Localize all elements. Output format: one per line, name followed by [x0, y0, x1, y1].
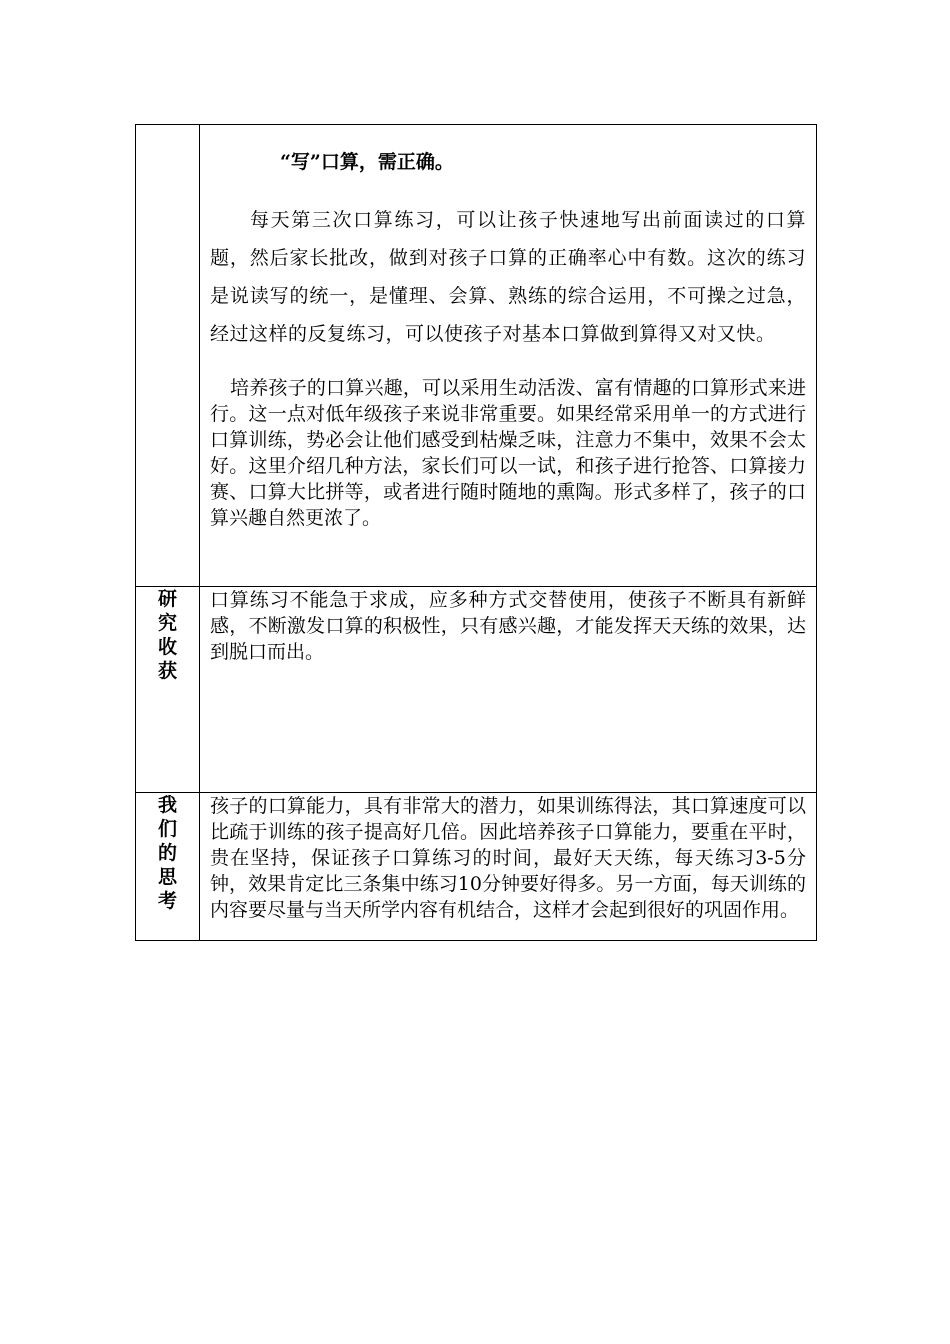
row-label-empty [136, 125, 200, 587]
document-table [135, 124, 817, 941]
row-label-research-gains [136, 587, 200, 793]
research-gains-content-cell [200, 587, 817, 793]
our-thoughts-label: 我们的思考 [157, 794, 177, 912]
research-gains-text: 口算练习不能急于求成，应多种方式交替使用，使孩子不断具有新鲜感，不断激发口算的积极性，只有感兴趣，才能发挥天天练的效果，达到脱口而出。 [210, 589, 806, 663]
paragraph-interest: 培养孩子的口算兴趣，可以采用生动活泼、富有情趣的口算形式来进行。这一点对低年级孩子来说非常重要。如果经常采用单一的方式进行口算训练，势必会让他们感受到枯燥乏味，注意力不集中，效果不会太好。这里介绍几种方法，家长们可以一试，和孩子进行抢答、口算接力赛、口算大比拼等，或者进行随时随地的熏陶。形式多样了，孩子的口算兴趣自然更浓了。 [210, 377, 806, 529]
table-row-research-gains [136, 587, 817, 793]
practice-content-cell [200, 125, 817, 587]
section-heading: “写”口算，需正确。 [280, 151, 454, 173]
paragraph-write-practice: 每天第三次口算练习，可以让孩子快速地写出前面读过的口算题，然后家长批改，做到对孩子口算的正确率心中有数。这次的练习是说读写的统一，是懂理、会算、熟练的综合运用，不可操之过急，经过这样的反复练习，可以使孩子对基本口算做到算得又对又快。 [210, 209, 806, 345]
table-row-practice [136, 125, 817, 587]
research-gains-label: 研究收获 [157, 588, 177, 682]
our-thoughts-content-cell [200, 793, 817, 941]
row-label-our-thoughts [136, 793, 200, 941]
table-row-our-thoughts [136, 793, 817, 941]
our-thoughts-text: 孩子的口算能力，具有非常大的潜力，如果训练得法，其口算速度可以比疏于训练的孩子提高好几倍。因此培养孩子口算能力，要重在平时，贵在坚持，保证孩子口算练习的时间，最好天天练，每天练习3-5分钟，效果肯定比三条集中练习10分钟要好得多。另一方面，每天训练的内容要尽量与当天所学内容有机结合，这样才会起到很好的巩固作用。 [210, 795, 806, 921]
